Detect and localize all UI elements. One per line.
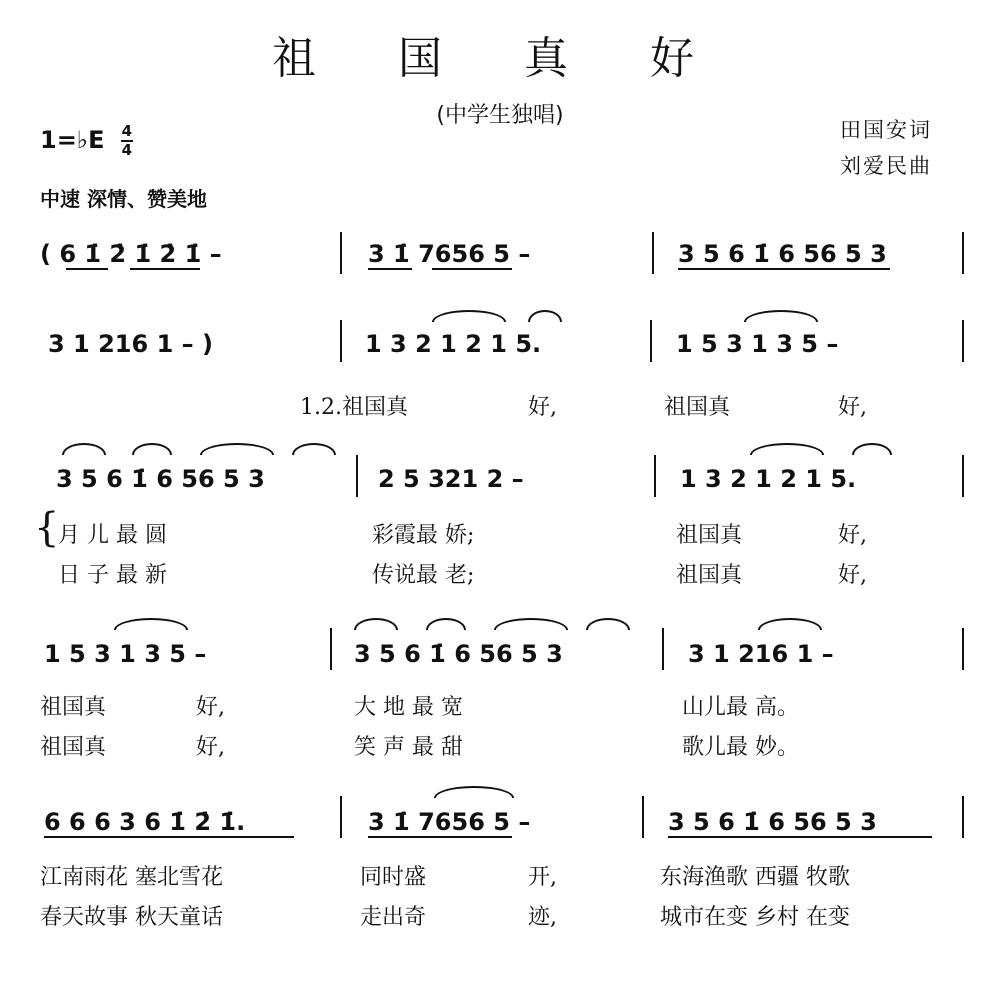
barline — [650, 320, 652, 362]
lyric: 城市在变 乡村 在变 — [660, 905, 850, 930]
slur — [114, 618, 188, 630]
lyric: 走出奇 — [360, 905, 427, 930]
beam — [368, 836, 512, 838]
lyric: 好, — [838, 563, 867, 588]
measure-14: 3 1̇ 7656 5 – — [368, 808, 531, 836]
beam — [432, 268, 512, 270]
lyric: 开, — [528, 865, 557, 890]
measure-5: 1 3 2 1 2 1 5. — [365, 330, 542, 358]
lyric: 祖国真 — [40, 695, 107, 720]
barline — [962, 628, 964, 670]
slur — [292, 443, 336, 455]
lyric: 好, — [196, 695, 225, 720]
lyric: 1.2.祖国真 — [300, 395, 408, 420]
barline — [662, 628, 664, 670]
lyric: 祖国真 — [676, 563, 743, 588]
measure-13: 6 6 6 3 6 1̇ 2̇ 1̇. — [44, 808, 246, 836]
barline — [652, 232, 654, 274]
lyric: 歌儿最 妙。 — [682, 735, 799, 760]
barline — [340, 796, 342, 838]
barline — [642, 796, 644, 838]
slur — [200, 443, 274, 455]
tempo-marking: 中速 深情、赞美地 — [40, 187, 207, 211]
slur — [132, 443, 172, 455]
lyric: 月 儿 最 圆 — [58, 523, 167, 548]
measure-6: 1 5 3 1 3 5 – — [676, 330, 839, 358]
lyric: 传说最 老; — [372, 563, 475, 588]
key-signature — [40, 124, 133, 158]
slur — [586, 618, 630, 630]
lyric: 祖国真 — [664, 395, 731, 420]
measure-4: 3 1 216 1 – ) — [48, 330, 213, 358]
measure-11: 3 5 6 1̇ 6 56 5 3 — [354, 640, 563, 668]
beam — [44, 836, 294, 838]
measure-1: ( 6 1̇ 2̇ 1̇ 2̇ 1̇ – — [40, 240, 222, 268]
slur — [852, 443, 892, 455]
beam — [668, 836, 932, 838]
song-title: 祖 国 真 好 — [272, 33, 728, 84]
measure-15: 3 5 6 1̇ 6 56 5 3 — [668, 808, 877, 836]
lyric: 同时盛 — [360, 865, 427, 890]
barline — [330, 628, 332, 670]
barline — [340, 232, 342, 274]
slur — [528, 310, 562, 322]
song-subtitle: (中学生独唱) — [436, 103, 564, 128]
lyric: 好, — [196, 735, 225, 760]
barline — [962, 796, 964, 838]
measure-7: 3 5 6 1̇ 6 56 5 3 — [56, 465, 265, 493]
beam — [66, 268, 108, 270]
lyric: 好, — [528, 395, 557, 420]
lyric: 东海渔歌 西疆 牧歌 — [660, 865, 850, 890]
measure-10: 1 5 3 1 3 5 – — [44, 640, 207, 668]
measure-8: 2 5 321 2 – — [378, 465, 524, 493]
measure-3: 3 5 6 1̇ 6 56 5 3 — [678, 240, 887, 268]
lyric: 好, — [838, 523, 867, 548]
measure-12: 3 1 216 1 – — [688, 640, 834, 668]
barline — [356, 455, 358, 497]
key-label: 1=♭E — [40, 126, 105, 154]
slur — [494, 618, 568, 630]
slur — [426, 618, 466, 630]
time-top: 4 — [121, 122, 133, 140]
composer-credit: 刘爱民曲 — [840, 154, 932, 178]
lyric: 迹, — [528, 905, 557, 930]
barline — [340, 320, 342, 362]
lyric: 笑 声 最 甜 — [354, 735, 463, 760]
lyric: 日 子 最 新 — [58, 563, 167, 588]
slur — [758, 618, 822, 630]
measure-2: 3 1̇ 7656 5 – — [368, 240, 531, 268]
slur — [62, 443, 106, 455]
lyric: 彩霞最 娇; — [372, 523, 475, 548]
measure-9: 1 3 2 1 2 1 5. — [680, 465, 857, 493]
slur — [354, 618, 398, 630]
barline — [962, 455, 964, 497]
lyric: 祖国真 — [40, 735, 107, 760]
beam — [130, 268, 200, 270]
lyric: 祖国真 — [676, 523, 743, 548]
beam — [678, 268, 890, 270]
lyric: 好, — [838, 395, 867, 420]
beam — [368, 268, 412, 270]
slur — [750, 443, 824, 455]
barline — [962, 232, 964, 274]
lyric: 江南雨花 塞北雪花 — [40, 865, 223, 890]
barline — [962, 320, 964, 362]
lyric: 春天故事 秋天童话 — [40, 905, 223, 930]
verse-brace: { — [34, 505, 60, 551]
slur — [744, 310, 818, 322]
lyric: 山儿最 高。 — [682, 695, 799, 720]
time-signature — [121, 124, 133, 158]
lyric: 大 地 最 宽 — [354, 695, 463, 720]
barline — [654, 455, 656, 497]
time-bottom: 4 — [121, 141, 133, 159]
slur — [434, 786, 514, 798]
slur — [432, 310, 506, 322]
lyricist-credit: 田国安词 — [840, 118, 932, 142]
